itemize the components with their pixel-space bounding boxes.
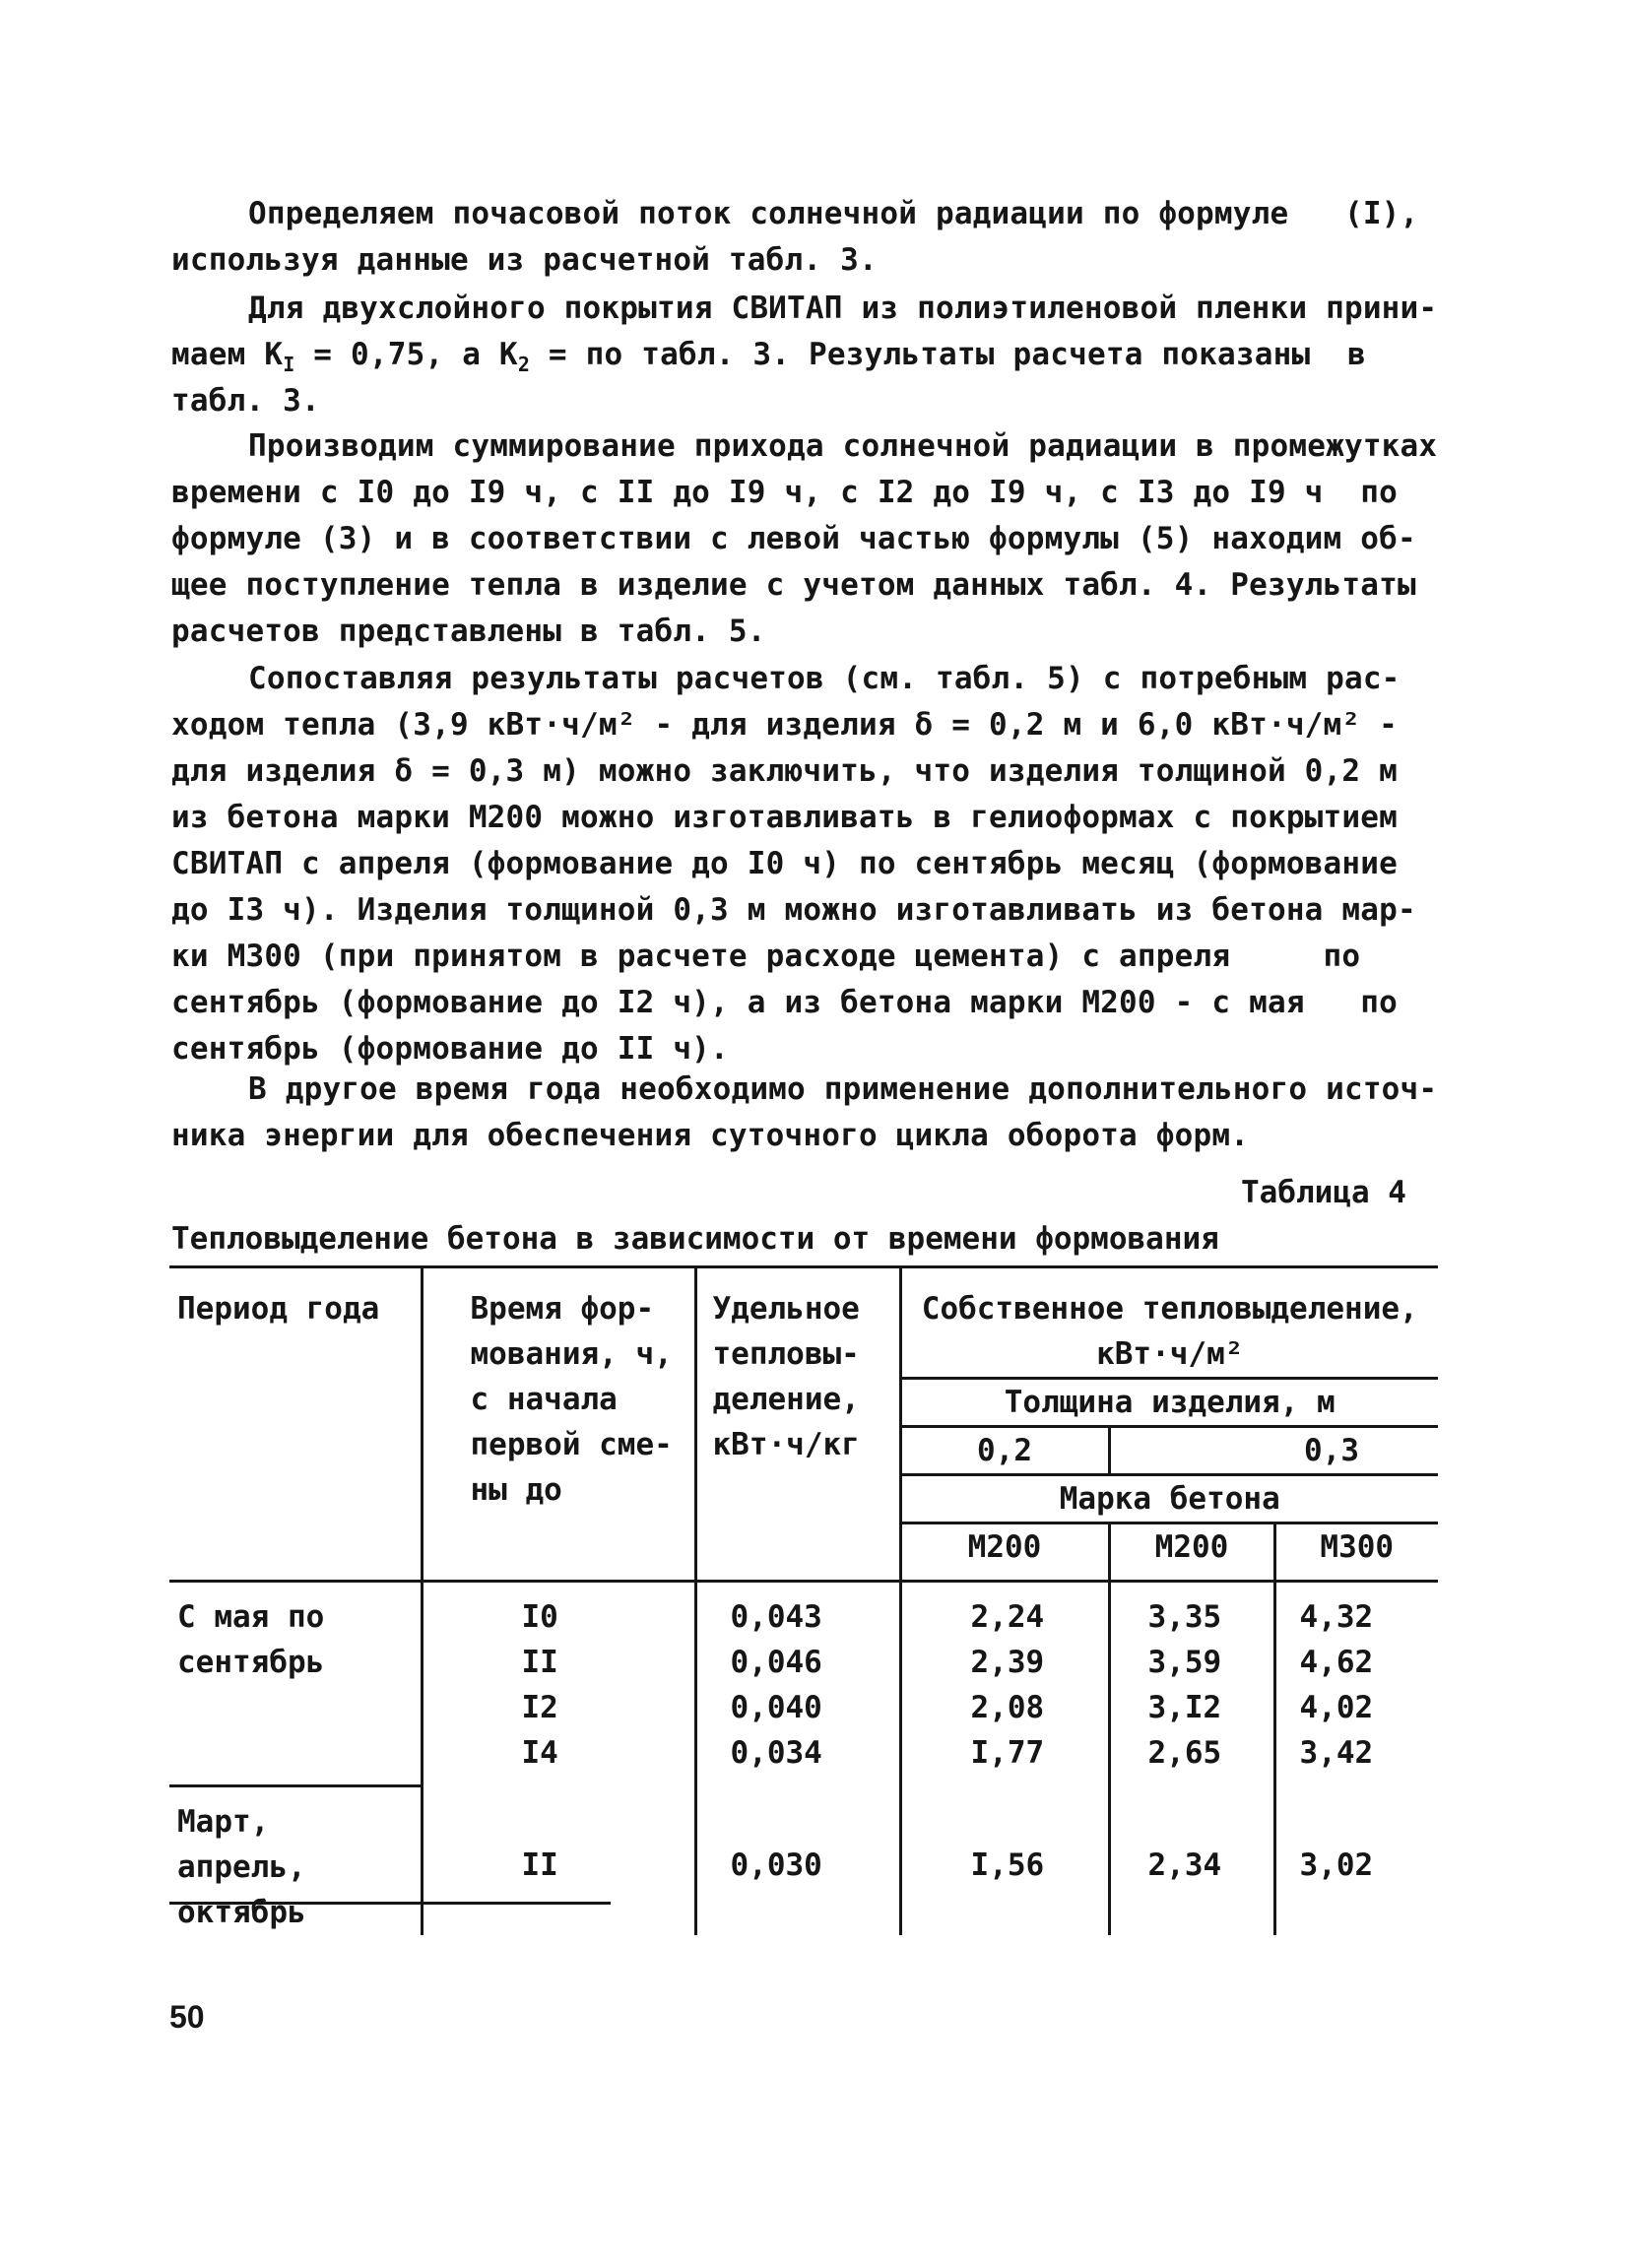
text-line: ходом тепла (3,9 кВт·ч/м² - для изделия δ = 0,2 м и 6,0 кВт·ч/м² - (171, 707, 1398, 743)
header-period: Период года (169, 1267, 422, 1582)
header-line: кВт·ч/кг (712, 1427, 860, 1462)
header-thick-02: 0,2 (900, 1427, 1109, 1475)
subscript: I (283, 353, 295, 377)
text-line: используя данные из расчетной табл. 3. (171, 242, 878, 278)
cell-g1: 2,39 (900, 1640, 1109, 1685)
text-line: времени с I0 до I9 ч, с II до I9 ч, с I2 до I9 ч, с I3 до I9 ч по (171, 475, 1398, 510)
text-line: ника энергии для обеспечения суточного цикла оборота форм. (171, 1118, 1250, 1153)
header-line: с начала (470, 1382, 618, 1417)
header-time (422, 1267, 695, 1582)
header-line: ны до (470, 1472, 562, 1508)
subscript: 2 (517, 353, 531, 377)
cell-time: I2 (422, 1685, 695, 1730)
cell-g3: 4,02 (1274, 1685, 1438, 1730)
cell-specific: 0,034 (695, 1730, 900, 1785)
cell-g3: 4,62 (1274, 1640, 1438, 1685)
text-line: Сопоставляя результаты расчетов (см. табл. 5) с потребным рас- (248, 661, 1401, 696)
text-line: из бетона марки М200 можно изготавливать в гелиоформах с покрытием (171, 800, 1398, 835)
cell-g3: 3,02 (1274, 1785, 1438, 1935)
period-line: Март, (177, 1803, 270, 1840)
page-number: 50 (169, 1999, 205, 2035)
cell-time: II (422, 1785, 695, 1935)
paragraph-4 (171, 656, 1452, 1072)
paragraph-5 (171, 1067, 1452, 1159)
header-grade-2: М200 (1109, 1523, 1274, 1571)
text-line: ки М300 (при принятом в расчете расходе цемента) с апреля по (171, 939, 1361, 974)
cell-g2: 2,34 (1109, 1785, 1274, 1935)
header-line: мования, ч, (470, 1336, 673, 1372)
text-line: табл. 3. (171, 383, 320, 419)
table-number: Таблица 4 (1241, 1175, 1406, 1210)
header-own (900, 1267, 1438, 1379)
data-table (169, 1265, 1438, 1935)
cell-time: I4 (422, 1730, 695, 1785)
paragraph-3 (171, 423, 1452, 655)
cell-g2: 3,59 (1109, 1640, 1274, 1685)
header-line: первой сме- (470, 1427, 673, 1462)
header-line: Собственное тепловыделение, (921, 1291, 1418, 1327)
cell-period (169, 1582, 422, 1786)
header-specific (695, 1267, 900, 1582)
cell-time: II (422, 1640, 695, 1685)
table-row (169, 1582, 1438, 1641)
text-line: В другое время года необходимо применение дополнительного источ- (248, 1071, 1438, 1107)
table-row (169, 1785, 1438, 1935)
text-line: расчетов представлены в табл. 5. (171, 614, 766, 649)
period-line: С мая по (177, 1599, 325, 1635)
text-line: Производим суммирование прихода солнечной радиации в промежутках (248, 428, 1438, 464)
cell-g2: 3,35 (1109, 1582, 1274, 1641)
paragraph-2 (171, 286, 1452, 424)
header-line: тепловы- (712, 1336, 860, 1372)
header-grade-3: М300 (1274, 1523, 1438, 1571)
text-line: формуле (3) и в соответствии с левой частью формулы (5) находим об- (171, 521, 1416, 556)
period-line: сентябрь (177, 1645, 325, 1680)
table-title: Тепловыделение бетона в зависимости от времени формования (171, 1221, 1219, 1257)
text-line: до I3 ч). Изделия толщиной 0,3 м можно изготавливать из бетона мар- (171, 892, 1416, 928)
header-line: Удельное (712, 1291, 860, 1327)
text-line: для изделия δ = 0,3 м) можно заключить, что изделия толщиной 0,2 м (171, 753, 1398, 789)
header-line: деление, (712, 1382, 860, 1417)
header-line: кВт·ч/м² (1096, 1336, 1244, 1372)
cell-period (169, 1785, 422, 1935)
header-grade-1: М200 (900, 1523, 1109, 1571)
header-thick-03: 0,3 (1109, 1427, 1438, 1475)
text-line-with-subscripts: маем $К_I = 0,75$, а $К_2$ = по табл. 3. Результаты расчета показаны в (171, 337, 1366, 377)
cell-specific: 0,046 (695, 1640, 900, 1685)
text-line: щее поступление тепла в изделие с учетом данных табл. 4. Результаты (171, 567, 1416, 603)
text-line: Определяем почасовой поток солнечной радиации по формуле (I), (248, 196, 1419, 231)
text-line: Для двухслойного покрытия СВИТАП из полиэтиленовой пленки прини- (248, 291, 1438, 326)
cell-g1: 2,08 (900, 1685, 1109, 1730)
cell-time: I0 (422, 1582, 695, 1641)
header-grade: Марка бетона (900, 1475, 1438, 1523)
period-line: апрель, (177, 1848, 306, 1885)
table-bottom-rule (169, 1902, 611, 1905)
text-line: сентябрь (формование до I2 ч), а из бетона марки М200 - с мая по (171, 985, 1398, 1020)
header-thickness: Толщина изделия, м (900, 1379, 1438, 1427)
text-line: СВИТАП с апреля (формование до I0 ч) по сентябрь месяц (формование (171, 846, 1398, 881)
cell-g1: 2,24 (900, 1582, 1109, 1641)
cell-specific: 0,030 (695, 1785, 900, 1935)
cell-specific: 0,040 (695, 1685, 900, 1730)
text-line: сентябрь (формование до II ч). (171, 1031, 729, 1067)
paragraph-1 (171, 191, 1452, 284)
cell-g2: 3,I2 (1109, 1685, 1274, 1730)
cell-g2: 2,65 (1109, 1730, 1274, 1785)
header-line: Время фор- (470, 1291, 655, 1327)
cell-g1: I,77 (900, 1730, 1109, 1785)
period-line: октябрь (177, 1894, 306, 1930)
cell-g3: 3,42 (1274, 1730, 1438, 1785)
cell-specific: 0,043 (695, 1582, 900, 1641)
cell-g1: I,56 (900, 1785, 1109, 1935)
cell-g3: 4,32 (1274, 1582, 1438, 1641)
